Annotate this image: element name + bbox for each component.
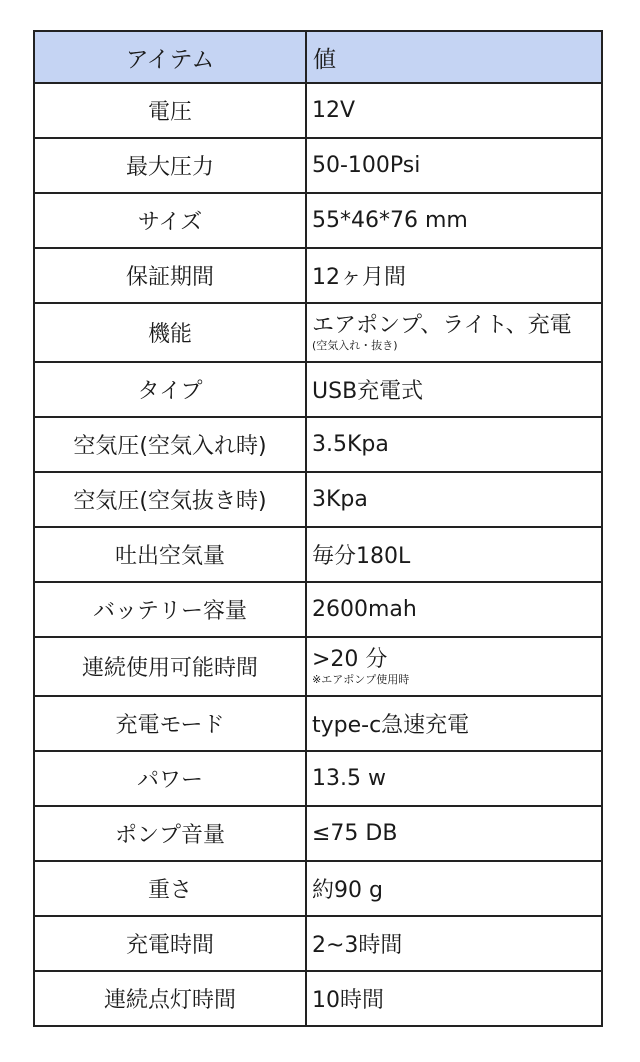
row-item: 充電時間 (34, 916, 306, 971)
table-row (34, 417, 602, 472)
row-item: 最大圧力 (34, 138, 306, 193)
row-value: ≤75 DB (306, 806, 602, 861)
row-item: 充電モード (34, 696, 306, 751)
row-item: 空気圧(空気抜き時) (34, 472, 306, 527)
row-value: 2600mah (306, 582, 602, 637)
row-value: 12V (306, 83, 602, 138)
row-value: type-c急速充電 (306, 696, 602, 751)
table-row (34, 696, 602, 751)
row-item: 吐出空気量 (34, 527, 306, 582)
table-row (34, 527, 602, 582)
row-value: 55*46*76 mm (306, 193, 602, 248)
header-item: アイテム (34, 31, 306, 83)
row-item: パワー (34, 751, 306, 806)
row-item: サイズ (34, 193, 306, 248)
row-item: 空気圧(空気入れ時) (34, 417, 306, 472)
row-value (306, 637, 602, 696)
table-row (34, 582, 602, 637)
row-value: 10時間 (306, 971, 602, 1026)
table-row (34, 916, 602, 971)
table-row (34, 637, 602, 696)
row-item: 連続使用可能時間 (34, 637, 306, 696)
spec-table (33, 30, 603, 1027)
row-value (306, 303, 602, 362)
row-item: 電圧 (34, 83, 306, 138)
row-value: 13.5 w (306, 751, 602, 806)
row-value-main: >20 分 (312, 646, 388, 672)
row-value: 50-100Psi (306, 138, 602, 193)
row-value: 約90 g (306, 861, 602, 916)
table-row (34, 303, 602, 362)
table-row (34, 362, 602, 417)
row-item: 機能 (34, 303, 306, 362)
table-row (34, 138, 602, 193)
row-value: 3.5Kpa (306, 417, 602, 472)
row-value-main: エアポンプ、ライト、充電 (312, 312, 572, 338)
table-row (34, 193, 602, 248)
table-row (34, 472, 602, 527)
row-value: 2~3時間 (306, 916, 602, 971)
row-item: ポンプ音量 (34, 806, 306, 861)
row-value: USB充電式 (306, 362, 602, 417)
row-item: 連続点灯時間 (34, 971, 306, 1026)
table-row (34, 83, 602, 138)
table-row (34, 248, 602, 303)
row-value: 3Kpa (306, 472, 602, 527)
row-item: バッテリー容量 (34, 582, 306, 637)
header-value: 値 (306, 31, 602, 83)
row-value-note: ※エアポンプ使用時 (312, 672, 410, 686)
table-row (34, 861, 602, 916)
row-item: タイプ (34, 362, 306, 417)
row-item: 重さ (34, 861, 306, 916)
table-header-row (34, 31, 602, 83)
table-row (34, 806, 602, 861)
row-value: 12ヶ月間 (306, 248, 602, 303)
row-value: 毎分180L (306, 527, 602, 582)
table-row (34, 751, 602, 806)
row-item: 保証期間 (34, 248, 306, 303)
table-row (34, 971, 602, 1026)
row-value-note: (空気入れ・抜き) (312, 338, 398, 352)
